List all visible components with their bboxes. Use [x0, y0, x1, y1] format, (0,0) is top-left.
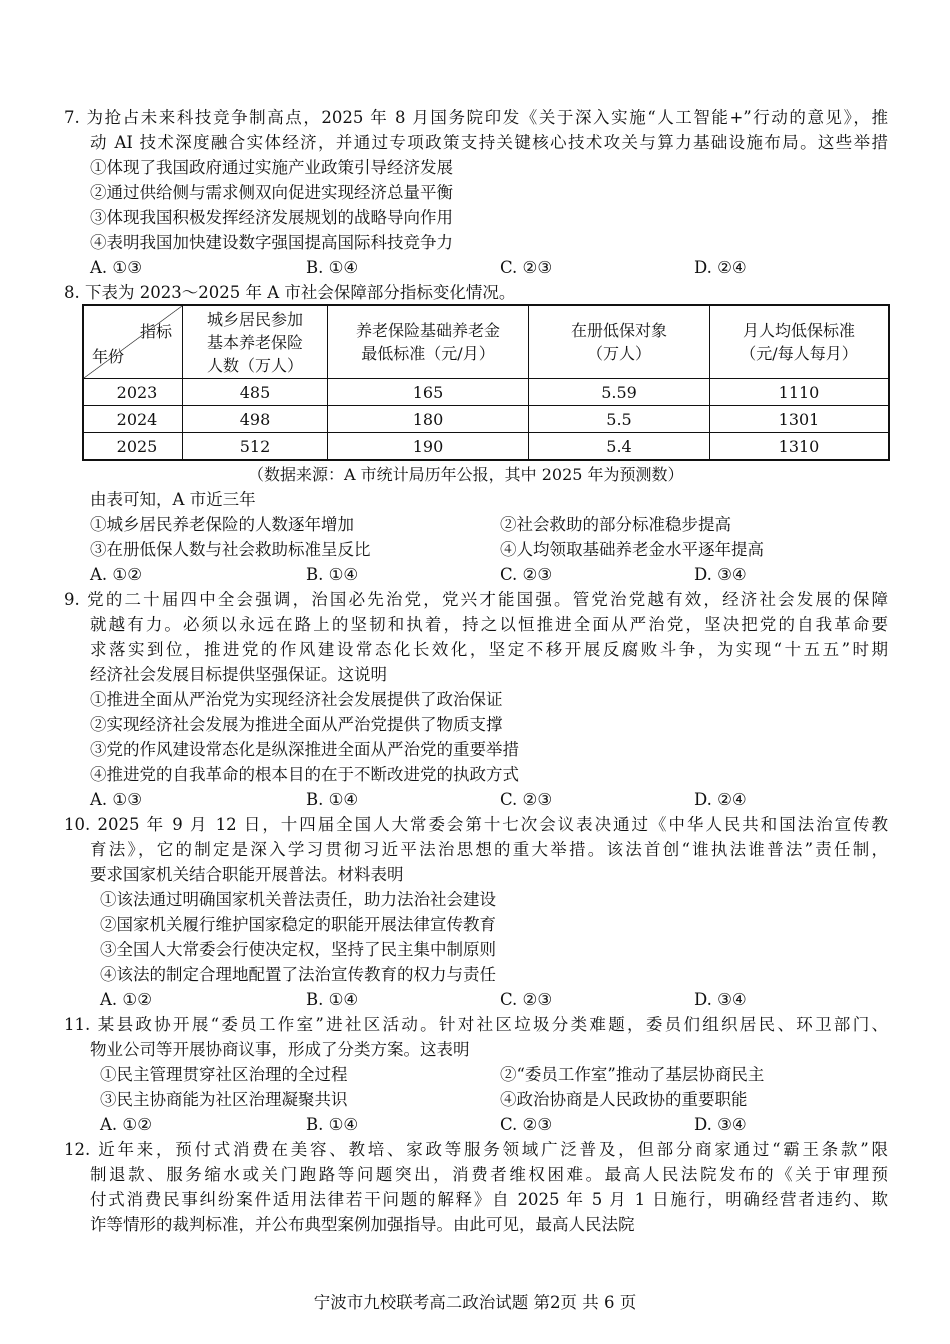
- q8-option-2: ②社会救助的部分标准稳步提高: [500, 515, 731, 534]
- q8-choice-c: C. ②③: [500, 565, 553, 584]
- table-row: [83, 433, 889, 461]
- q10-choice-d: D. ③④: [694, 990, 747, 1009]
- table-header-row: [83, 305, 889, 379]
- table-cell: 498: [183, 406, 328, 433]
- corner-indicator-label: 指标: [139, 322, 172, 341]
- q7-option-4: ④表明我国加快建设数字强国提高国际科技竞争力: [90, 233, 453, 252]
- q10-line-2: 育法》，它的制定是深入学习贯彻习近平法治思想的重大举措。该法首创“谁执法谁普法”责任制，: [90, 840, 888, 859]
- table-row: [83, 379, 889, 406]
- table-cell: 5.59: [529, 379, 710, 406]
- table-cell: 1301: [710, 406, 890, 433]
- table-cell: 165: [328, 379, 529, 406]
- q9-option-4: ④推进党的自我革命的根本目的在于不断改进党的执政方式: [90, 765, 519, 784]
- q8-choice-a: A. ①②: [90, 565, 142, 584]
- header-line: （万人）: [586, 344, 651, 363]
- q7-choice-c: C. ②③: [500, 258, 553, 277]
- header-line: 基本养老保险: [206, 332, 303, 352]
- header-line: 月人均低保标准: [742, 321, 855, 340]
- corner-year-label: 年份: [92, 347, 125, 366]
- q9-choice-d: D. ②④: [694, 790, 747, 809]
- q7-option-2: ②通过供给侧与需求侧双向促进实现经济总量平衡: [90, 183, 453, 202]
- table-cell: 1310: [710, 433, 890, 461]
- q9-line-2: 就越有力。必须以永远在路上的坚韧和执着，持之以恒推进全面从严治党，坚决把党的自我革命要: [90, 615, 888, 634]
- q11-line-2: 物业公司等开展协商议事，形成了分类方案。这表明: [90, 1040, 470, 1059]
- q8-choice-d: D. ③④: [694, 565, 747, 584]
- q9-option-3: ③党的作风建设常态化是纵深推进全面从严治党的重要举措: [90, 740, 519, 759]
- table-cell: 485: [183, 379, 328, 406]
- social-security-table: [82, 304, 890, 461]
- q10-line-1: 10. 2025 年 9 月 12 日，十四届全国人大常委会第十七次会议表决通过《中华人民共和国法治宣传教: [64, 815, 888, 834]
- table-cell: 5.4: [529, 433, 710, 461]
- table-cell: 512: [183, 433, 328, 461]
- table-cell: 190: [328, 433, 529, 461]
- q7-choice-b: B. ①④: [306, 258, 359, 277]
- table-row: [83, 406, 889, 433]
- q9-line-4: 经济社会发展目标提供坚强保证。这说明: [90, 665, 387, 684]
- q10-option-4: ④该法的制定合理地配置了法治宣传教育的权力与责任: [100, 965, 496, 984]
- q11-choice-d: D. ③④: [694, 1115, 747, 1134]
- q10-choice-a: A. ①②: [100, 990, 152, 1009]
- q10-option-2: ②国家机关履行维护国家稳定的职能开展法律宣传教育: [100, 915, 496, 934]
- q12-line-4: 诈等情形的裁判标准，并公布典型案例加强指导。由此可见，最高人民法院: [90, 1215, 635, 1234]
- q12-line-3: 付式消费民事纠纷案件适用法律若干问题的解释》自 2025 年 5 月 1 日施行，明确经营者违约、欺: [90, 1190, 888, 1209]
- q11-choice-a: A. ①②: [100, 1115, 152, 1134]
- q7-line-1: 7. 为抢占未来科技竞争制高点，2025 年 8 月国务院印发《关于深入实施“人工智能+”行动的意见》，推: [64, 108, 888, 127]
- q7-choice-a: A. ①③: [90, 258, 142, 277]
- q9-choice-c: C. ②③: [500, 790, 553, 809]
- q7-choice-d: D. ②④: [694, 258, 747, 277]
- q10-choice-c: C. ②③: [500, 990, 553, 1009]
- q8-choice-b: B. ①④: [306, 565, 359, 584]
- table-cell: 180: [328, 406, 529, 433]
- q10-option-1: ①该法通过明确国家机关普法责任，助力法治社会建设: [100, 890, 496, 909]
- year-cell: 2025: [83, 433, 183, 461]
- q10-line-3: 要求国家机关结合职能开展普法。材料表明: [90, 865, 404, 884]
- header-low-income-recipients: [529, 305, 710, 379]
- q8-intro: 8. 下表为 2023～2025 年 A 市社会保障部分指标变化情况。: [64, 283, 516, 302]
- header-line: 城乡居民参加: [206, 309, 303, 329]
- year-cell: 2023: [83, 379, 183, 406]
- table-source-note: （数据来源：A 市统计局历年公报，其中 2025 年为预测数）: [248, 465, 684, 484]
- q9-option-1: ①推进全面从严治党为实现经济社会发展提供了政治保证: [90, 690, 503, 709]
- q10-choice-b: B. ①④: [306, 990, 359, 1009]
- q11-option-3: ③民主协商能为社区治理凝聚共识: [100, 1090, 348, 1109]
- page-footer: 宁波市九校联考高二政治试题 第2页 共 6 页: [313, 1293, 637, 1312]
- header-basic-pension: [328, 305, 529, 379]
- q9-option-2: ②实现经济社会发展为推进全面从严治党提供了物质支撑: [90, 715, 503, 734]
- header-line: 在册低保对象: [570, 321, 667, 340]
- q11-option-4: ④政治协商是人民政协的重要职能: [500, 1090, 748, 1109]
- q7-option-1: ①体现了我国政府通过实施产业政策引导经济发展: [90, 158, 453, 177]
- q11-option-2: ②“委员工作室”推动了基层协商民主: [500, 1065, 765, 1084]
- year-cell: 2024: [83, 406, 183, 433]
- header-monthly-allowance: [710, 305, 890, 379]
- q9-line-1: 9. 党的二十届四中全会强调，治国必先治党，党兴才能国强。管党治党越有效，经济社会发展的保障: [64, 590, 888, 609]
- header-insured-persons: [183, 305, 328, 379]
- header-line: 人数（万人）: [206, 355, 303, 375]
- q9-choice-a: A. ①③: [90, 790, 142, 809]
- q11-option-1: ①民主管理贯穿社区治理的全过程: [100, 1065, 348, 1084]
- table-cell: 5.5: [529, 406, 710, 433]
- q12-line-1: 12. 近年来，预付式消费在美容、教培、家政等服务领域广泛普及，但部分商家通过“霸王条款”限: [64, 1140, 888, 1159]
- table-corner-cell: [83, 305, 183, 379]
- header-line: 养老保险基础养老金: [355, 321, 500, 340]
- q8-stem: 由表可知，A 市近三年: [90, 490, 256, 509]
- q7-option-3: ③体现我国积极发挥经济发展规划的战略导向作用: [90, 208, 453, 227]
- q8-option-3: ③在册低保人数与社会救助标准呈反比: [90, 540, 371, 559]
- q12-line-2: 制退款、服务缩水或关门跑路等问题突出，消费者维权困难。最高人民法院发布的《关于审理预: [90, 1165, 888, 1184]
- q11-choice-c: C. ②③: [500, 1115, 553, 1134]
- table-cell: 1110: [710, 379, 890, 406]
- q11-choice-b: B. ①④: [306, 1115, 359, 1134]
- header-line: 最低标准（元/月）: [361, 344, 495, 363]
- q8-option-4: ④人均领取基础养老金水平逐年提高: [500, 540, 764, 559]
- header-line: （元/每人每月）: [740, 344, 858, 363]
- q9-line-3: 求落实到位，推进党的作风建设常态化长效化，坚定不移开展反腐败斗争，为实现“十五五”时期: [90, 640, 888, 659]
- q11-line-1: 11. 某县政协开展“委员工作室”进社区活动。针对社区垃圾分类难题，委员们组织居民、环卫部门、: [64, 1015, 888, 1034]
- q7-line-2: 动 AI 技术深度融合实体经济，并通过专项政策支持关键核心技术攻关与算力基础设施布局。这些举措: [90, 133, 888, 152]
- q9-choice-b: B. ①④: [306, 790, 359, 809]
- q8-option-1: ①城乡居民养老保险的人数逐年增加: [90, 515, 354, 534]
- q10-option-3: ③全国人大常委会行使决定权，坚持了民主集中制原则: [100, 940, 496, 959]
